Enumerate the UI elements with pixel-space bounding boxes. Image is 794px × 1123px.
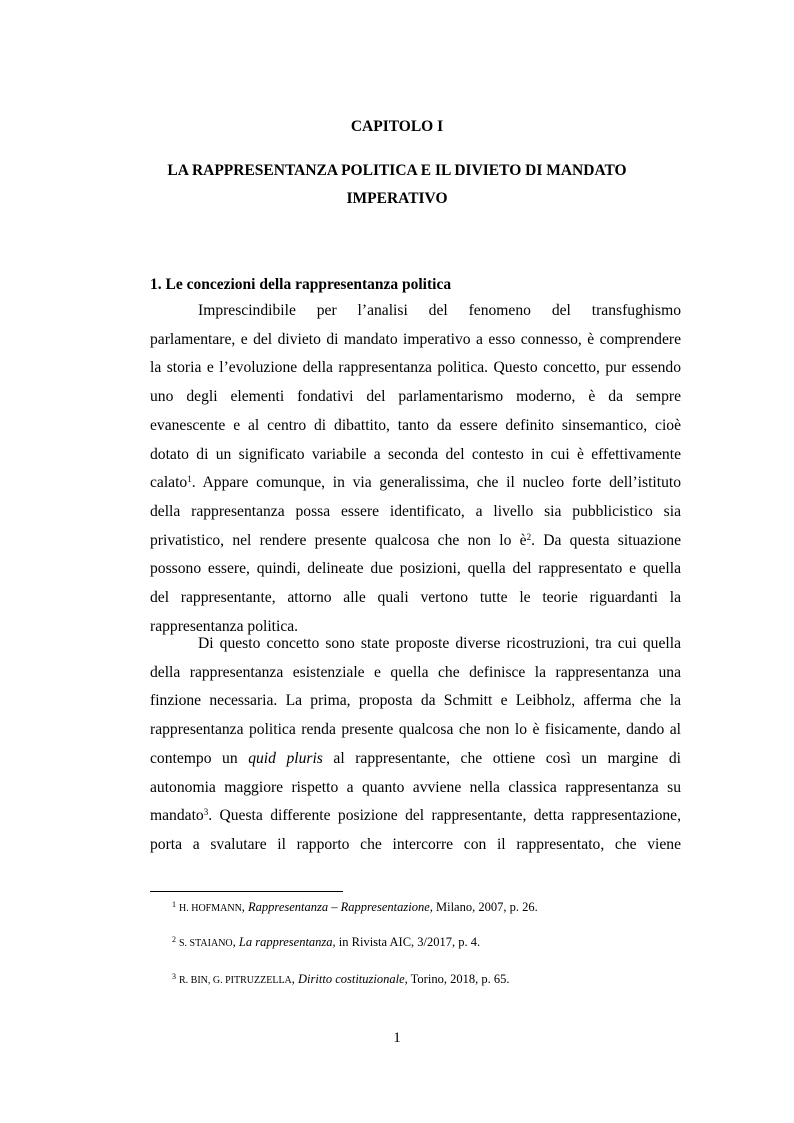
paragraph-line: Imprescindibile per l’analisi del fenomeno del transfughismo [198, 302, 681, 319]
footnote-rest: in Rivista AIC, 3/2017, p. 4. [335, 935, 481, 949]
footnote-author: H. H [179, 903, 199, 914]
paragraph-line: autonomia maggiore rispetto a quanto avviene nella classica rappresentanza su [150, 778, 681, 796]
text-run: . Da questa situazione [531, 531, 681, 549]
footnote-1: $^1$ H. HOFMANN, Rappresentanza – Rappresentazione, Milano, 2007, p. 26. [172, 900, 538, 914]
footnote-ref-1[interactable]: 1 [187, 474, 192, 485]
chapter-title-line-1: LA RAPPRESENTANZA POLITICA E IL DIVIETO DI MANDATO [167, 162, 627, 179]
footnote-title: Diritto costituzionale, [298, 972, 408, 986]
paragraph-line: possono essere, quindi, delineate due posizioni, quella del rappresentato e quella [150, 560, 681, 578]
paragraph-line: rappresentanza politica renda presente qualcosa che non lo è fisicamente, dando al [150, 721, 681, 739]
paragraph-1 [150, 297, 681, 641]
paragraph-line: uno degli elementi fondativi del parlamentarismo moderno, è da sempre [150, 388, 681, 406]
paragraph-line: evanescente e al centro di dibattito, tanto da essere definito sinsemantico, cioè [150, 416, 681, 434]
footnote-number: 2 [172, 935, 176, 944]
text-run: calato [150, 474, 188, 492]
paragraph-line: finzione necessaria. La prima, proposta da Schmitt e Leibholz, afferma che la [150, 692, 681, 710]
chapter-label: CAPITOLO I [350, 118, 444, 135]
text-run: mandato [150, 807, 204, 825]
paragraph-line: Di questo concetto sono state proposte diverse ricostruzioni, tra cui quella [198, 635, 681, 652]
paragraph-line: rappresentanza politica. [150, 617, 299, 635]
paragraph-line: del rappresentante, attorno alle quali vertono tutte le teorie riguardanti la [150, 589, 681, 607]
text-run: contempo un [150, 749, 249, 767]
footnote-number: 3 [172, 972, 176, 981]
footnote-rest: Torino, 2018, p. 65. [407, 972, 510, 986]
page-number: 1 [393, 1030, 401, 1046]
footnote-3: $^3$ R. BIN, G. PITRUZZELLA, Diritto costituzionale, Torino, 2018, p. 65. [172, 972, 510, 986]
chapter-title-line-2: IMPERATIVO [346, 190, 448, 207]
text-run: privatistico, nel rendere presente qualcosa che non lo è [150, 531, 527, 549]
footnote-rest: Milano, 2007, p. 26. [432, 900, 538, 914]
paragraph-line: la storia e l’evoluzione della rappresentanza politica. Questo concetto, pur essendo [150, 359, 681, 377]
footnote-author-smallcaps: OFMANN [198, 903, 242, 914]
text-run: al rappresentante, che ottiene così un margine di [322, 749, 681, 767]
footnote-ref-2[interactable]: 2 [526, 531, 532, 542]
text-run: . Questa differente posizione del rappresentante, detta rappresentazione, [208, 807, 681, 825]
paragraph-line: porta a svalutare il rapporto che intercorre con il rappresentato, che viene [150, 835, 681, 853]
footnote-title: Rappresentanza – Rappresentazione, [248, 900, 433, 914]
footnote-title: La rappresentanza, [238, 935, 336, 949]
footnote-2: $^2$ S. STAIANO, La rappresentanza, in Rivista AIC, 3/2017, p. 4. [172, 935, 481, 949]
paragraph-line [150, 745, 681, 774]
paragraph-line: parlamentare, e del divieto di mandato imperativo a esso connesso, è comprendere [150, 330, 681, 348]
paragraph-line [150, 527, 681, 556]
paragraph-2 [150, 630, 681, 860]
footnote-author: S. STAIANO [179, 938, 233, 949]
paragraph-line [150, 469, 681, 498]
text-run: . Appare comunque, in via generalissima, che il nucleo forte dell’istituto [191, 474, 681, 492]
footnote-author: R. BIN, G. PITRUZZELLA [179, 975, 292, 986]
paragraph-line: della rappresentanza possa essere identificato, a livello sia pubblicistico sia [150, 502, 681, 520]
italic-term: quid pluris [248, 749, 323, 767]
footnote-ref-3[interactable]: 3 [203, 807, 209, 818]
footnote-number: 1 [172, 900, 176, 909]
paragraph-line: dotato di un significato variabile a seconda del contesto in cui è effettivamente [150, 445, 681, 463]
section-heading: 1. Le concezioni della rappresentanza politica [150, 276, 452, 293]
paragraph-line [150, 802, 681, 831]
footnote-separator [150, 891, 343, 892]
paragraph-line: della rappresentanza esistenziale e quella che definisce la rappresentanza una [150, 663, 681, 681]
